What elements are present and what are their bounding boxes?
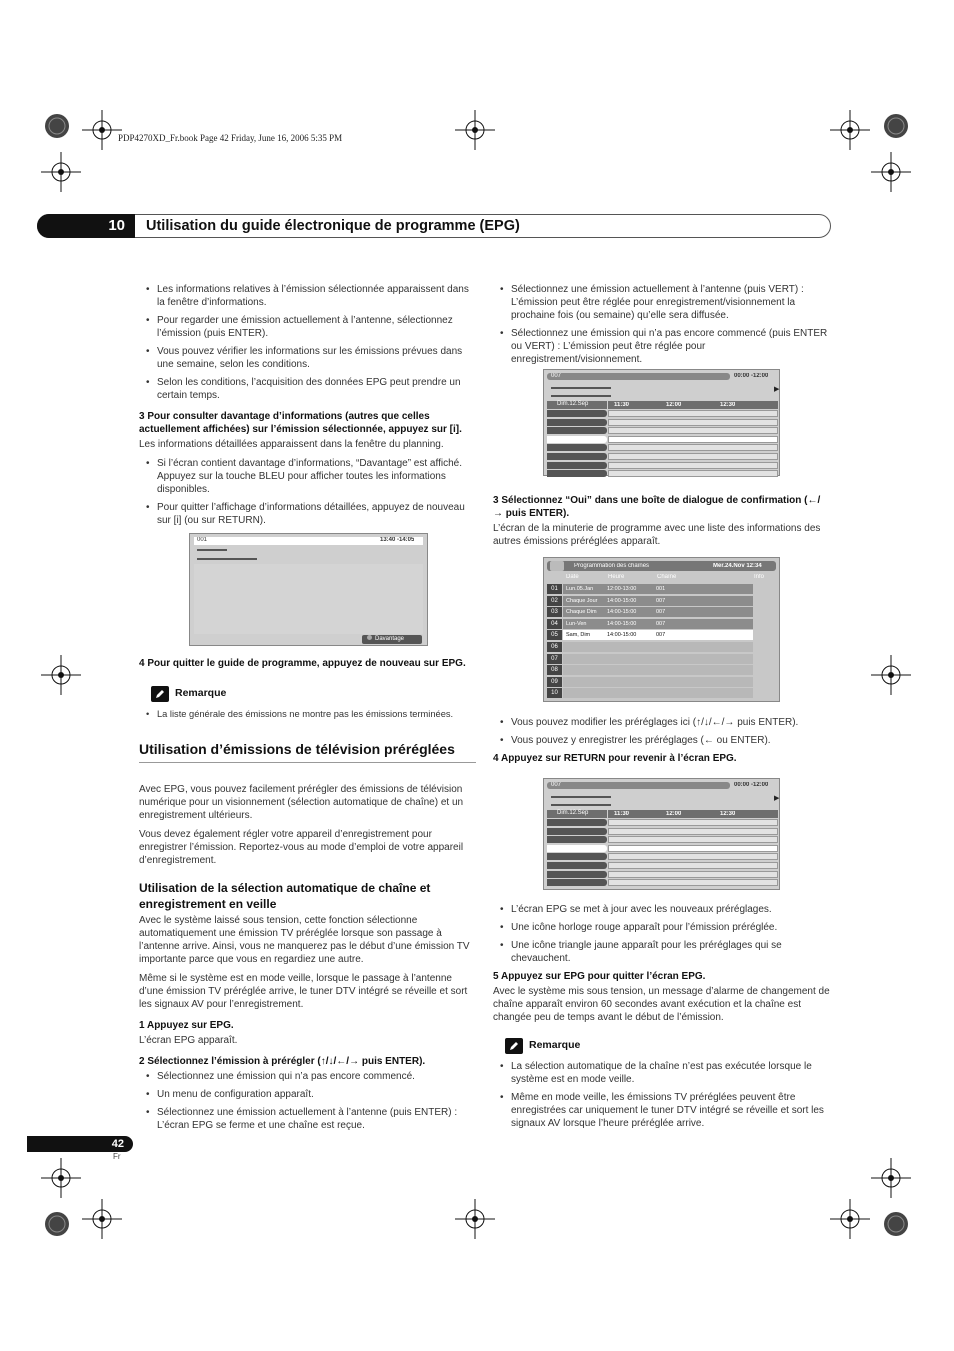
left-column-2 [139, 657, 476, 725]
list-item: • Vous pouvez vérifier les informations sur les émissions prévues dans une semaine, selon les conditions. [139, 345, 476, 371]
crosshair-mark [82, 110, 122, 150]
epg-program-cell[interactable] [608, 828, 778, 835]
timer-channel: 007 [656, 620, 666, 627]
info-window-screenshot [189, 533, 428, 646]
timer-datetime: Mer.24.Nov 12:34 [713, 563, 762, 569]
date-cell: Dim.12.Sep [547, 401, 607, 409]
timer-list-screenshot [543, 557, 780, 702]
paragraph: Vous devez également régler votre appareil d’enregistrement pour enregistrer l’émission. Reportez-vous au mode d’emploi de votre appareil d’enregistrement. [139, 829, 464, 867]
timer-date: Chaque Dim [566, 609, 597, 616]
epg-channel-cell[interactable] [547, 470, 607, 477]
list-item: • Sélectionnez une émission actuellement à l’antenne (puis VERT) : L’émission peut être réglée pour enregistrement/visionnement la prochaine fois (ou semaine) qu’elle sera diffusée. [493, 283, 830, 322]
registration-circle-mark [876, 1204, 916, 1244]
timer-time: 14:00-15:00 [607, 597, 637, 604]
blue-dot-icon [367, 635, 372, 640]
pencil-icon [151, 686, 169, 702]
right-column-2 [493, 494, 830, 554]
epg-channel-cell[interactable] [547, 879, 607, 886]
time-range: 13:40 -14:05 [380, 537, 415, 543]
epg-program-cell[interactable] [608, 836, 778, 843]
step-heading: 5 Appuyez sur EPG pour quitter l’écran EPG. [493, 971, 706, 982]
epg-channel-cell[interactable] [547, 453, 607, 460]
note-heading [505, 1038, 830, 1054]
epg-channel-cell[interactable] [547, 462, 607, 469]
epg-channel-cell[interactable] [547, 819, 607, 826]
timer-row-number: 03 [547, 607, 562, 617]
info-body-area [194, 564, 423, 634]
note-label: Remarque [529, 1039, 581, 1052]
step-body: L’écran EPG apparaît. [139, 1035, 238, 1047]
timer-time: 14:00-15:00 [607, 632, 637, 639]
left-column-3 [139, 740, 476, 1137]
epg-channel-cell[interactable] [547, 419, 607, 426]
timer-icon [550, 561, 564, 571]
timer-row-number: 05 [547, 630, 562, 640]
epg-channel-cell[interactable] [547, 828, 607, 835]
info-text-line [551, 796, 611, 798]
epg-program-cell[interactable] [608, 470, 778, 477]
epg-channel-cell[interactable] [547, 862, 607, 869]
epg-program-cell[interactable] [608, 862, 778, 869]
chapter-title: Utilisation du guide électronique de programme (EPG) [146, 218, 520, 234]
list-item: • Une icône triangle jaune apparaît pour les préréglages qui se chevauchent. [493, 939, 830, 965]
timer-row-number: 06 [547, 642, 562, 652]
registration-circle-mark [37, 1204, 77, 1244]
time-range: 00:00 -12:00 [734, 373, 769, 379]
timer-row[interactable] [563, 665, 753, 675]
arrow-right-icon: ▶ [774, 795, 780, 802]
epg-channel-cell[interactable] [547, 836, 607, 843]
epg-program-cell[interactable] [608, 436, 778, 443]
list-item: • Vous pouvez y enregistrer les préréglages (← ou ENTER). [493, 734, 830, 747]
timer-row[interactable] [563, 584, 753, 594]
epg-channel-cell[interactable] [547, 427, 607, 434]
time-range: 00:00 -12:00 [734, 782, 769, 788]
step-body: Les informations détaillées apparaissent dans la fenêtre du planning. [139, 439, 444, 450]
info-text-line [551, 804, 611, 806]
timeline-label: 12:30 [720, 811, 736, 817]
timeline-label: 11:30 [614, 402, 630, 408]
epg-channel-cell[interactable] [547, 845, 607, 852]
step-heading: 2 Sélectionnez l’émission à prérégler (↑/↓/←/→ puis ENTER). [139, 1056, 426, 1068]
note-label: Remarque [175, 687, 227, 700]
list-item: • Même en mode veille, les émissions TV préréglées peuvent être enregistrées car uniquement le tuner DTV intégré se réveille et sort les signaux AV lorsque l’heure préréglée arrive. [493, 1091, 830, 1130]
epg-program-cell[interactable] [608, 444, 778, 451]
epg-program-cell[interactable] [608, 819, 778, 826]
timer-channel: 001 [656, 586, 666, 592]
list-item: • Une icône horloge rouge apparaît pour l’émission préréglée. [493, 921, 830, 934]
timer-row[interactable] [563, 619, 753, 629]
crosshair-mark [41, 1158, 81, 1198]
timeline-label: 12:00 [666, 811, 682, 817]
list-item: • Sélectionnez une émission qui n’a pas encore commencé (puis ENTER ou VERT) : L’émission peut être réglée pour enregistrement/visionnement. [493, 327, 830, 366]
timer-row-number: 08 [547, 665, 562, 675]
timer-row[interactable] [563, 630, 753, 640]
epg-program-cell[interactable] [608, 427, 778, 434]
list-item: • Les informations relatives à l’émission sélectionnée apparaissent dans la fenêtre d’informations. [139, 283, 476, 309]
channel-bar [547, 373, 730, 380]
section-title: Utilisation d’émissions de télévision préréglées [139, 740, 476, 763]
column-header: Heure [608, 574, 625, 580]
list-item: • Si l’écran contient davantage d’informations, “Davantage” est affiché. Appuyez sur la touche BLEU pour afficher toutes les informations disponibles. [139, 457, 476, 496]
epg-screenshot-updated [543, 778, 780, 890]
channel-number: 007 [551, 782, 562, 788]
info-text-line [197, 549, 227, 551]
page-number: 42 [27, 1136, 133, 1152]
timer-row[interactable] [563, 654, 753, 664]
timeline-label: 11:30 [614, 811, 630, 817]
crosshair-mark [871, 655, 911, 695]
right-column-3 [493, 716, 830, 767]
list-item: • Sélectionnez une émission actuellement à l’antenne (puis ENTER) : L’écran EPG se ferme et une chaîne est reçue. [139, 1106, 476, 1132]
epg-program-cell[interactable] [608, 845, 778, 852]
epg-program-cell[interactable] [608, 879, 778, 886]
timeline-label: 12:30 [720, 402, 736, 408]
column-header: Info [754, 574, 765, 580]
step-body: Avec le système mis sous tension, un message d’alarme de changement de chaîne apparaît environ 60 secondes avant exécution et la chaîne est changée peu de temps avant le début de l’émission. [493, 986, 830, 1023]
step-heading: 3 Sélectionnez “Oui” dans une boîte de dialogue de confirmation (←/→ puis ENTER). [493, 495, 821, 519]
file-info-line: PDP4270XD_Fr.book Page 42 Friday, June 16, 2006 5:35 PM [118, 133, 343, 143]
timer-row[interactable] [563, 596, 753, 606]
timer-row-number: 02 [547, 596, 562, 606]
more-button[interactable] [362, 635, 422, 644]
timer-date: Lun-Ven [566, 620, 587, 627]
crosshair-mark [830, 1199, 870, 1239]
list-item: • La liste générale des émissions ne montre pas les émissions terminées. [139, 708, 476, 720]
epg-channel-cell[interactable] [547, 871, 607, 878]
channel-bar [547, 782, 730, 789]
epg-program-cell[interactable] [608, 453, 778, 460]
paragraph: Avec EPG, vous pouvez facilement prérégler des émissions de télévision numérique pour un visionnement (sélection automatique de chaîne) et un enregistrement ultérieurs. [139, 784, 464, 822]
column-header: Chaîne [657, 574, 677, 580]
list-item: • Selon les conditions, l’acquisition des données EPG peut prendre un certain temps. [139, 376, 476, 402]
timer-row[interactable] [563, 642, 753, 652]
info-text-line [551, 387, 611, 389]
column-header: Date [566, 574, 579, 580]
timer-row-number: 09 [547, 677, 562, 687]
epg-program-cell[interactable] [608, 853, 778, 860]
timeline-bar [608, 401, 778, 409]
timer-row-number: 04 [547, 619, 562, 629]
paragraph: Même si le système est en mode veille, lorsque le passage à l’antenne d’une émission TV préréglée arrive, le tuner DTV intégré se réveille et sort les signaux AV pour l’enregistrement. [139, 973, 468, 1011]
timer-row[interactable] [563, 607, 753, 617]
more-label: Davantage [375, 636, 405, 642]
timeline-bar [608, 810, 778, 818]
info-text-line [551, 395, 611, 397]
timer-channel: 007 [656, 597, 666, 604]
crosshair-mark [41, 655, 81, 695]
timer-time: 14:00-15:00 [607, 620, 637, 627]
list-item: • Pour quitter l’affichage d’informations détaillées, appuyez de nouveau sur [i] (ou sur RETURN). [139, 501, 476, 527]
timer-date: Chaque Jour [566, 597, 598, 604]
list-item: • Un menu de configuration apparaît. [139, 1088, 476, 1101]
timer-date: Lun.05.Jan [566, 586, 594, 592]
timer-row[interactable] [563, 688, 753, 698]
list-item: • La sélection automatique de la chaîne n’est pas exécutée lorsque le système est en mode veille. [493, 1060, 830, 1086]
date-cell: Dim.12.Sep [547, 810, 607, 818]
crosshair-mark [41, 152, 81, 192]
registration-circle-mark [876, 106, 916, 146]
paragraph: Avec le système laissé sous tension, cette fonction sélectionne automatiquement une émission TV préréglée lorsque son passage à l’antenne arrive. Ainsi, vous ne manquerez pas le début d’une émission TV importante parce que vous en regardiez une autre. [139, 915, 470, 966]
step-body: L’écran de la minuterie de programme avec une liste des informations des autres émissions préréglées apparaît. [493, 523, 821, 547]
timer-row-number: 10 [547, 688, 562, 698]
channel-number: 007 [551, 373, 562, 379]
epg-screenshot [543, 369, 780, 476]
registration-circle-mark [37, 106, 77, 146]
timer-title: Programmation des chaînes [574, 563, 650, 569]
epg-program-cell[interactable] [608, 871, 778, 878]
timer-channel: 007 [656, 632, 666, 639]
right-column-4 [493, 903, 830, 1135]
info-text-line [197, 558, 257, 560]
timer-row-number: 01 [547, 584, 562, 594]
step-heading: 4 Pour quitter le guide de programme, appuyez de nouveau sur EPG. [139, 658, 466, 669]
channel-number: 001 [197, 537, 208, 543]
list-item: • Pour regarder une émission actuellement à l’antenne, sélectionnez l’émission (puis ENTER). [139, 314, 476, 340]
step-heading: 3 Pour consulter davantage d’informations (autres que celles actuellement affichées) sur l’émission sélectionnée, appuyez sur [i]. [139, 411, 462, 435]
epg-program-cell[interactable] [608, 410, 778, 417]
crosshair-mark [455, 110, 495, 150]
subsection-title: Utilisation de la sélection automatique de chaîne et enregistrement en veille [139, 881, 431, 911]
timeline-label: 12:00 [666, 402, 682, 408]
crosshair-mark [871, 1158, 911, 1198]
timer-time: 14:00-15:00 [607, 609, 637, 616]
page-language: Fr [113, 1152, 121, 1161]
timer-row[interactable] [563, 677, 753, 687]
step-heading: 1 Appuyez sur EPG. [139, 1020, 234, 1032]
pencil-icon [505, 1038, 523, 1054]
step-heading: 4 Appuyez sur RETURN pour revenir à l’écran EPG. [493, 753, 737, 764]
right-column [493, 283, 830, 371]
crosshair-mark [455, 1199, 495, 1239]
crosshair-mark [82, 1199, 122, 1239]
epg-channel-cell[interactable] [547, 853, 607, 860]
timer-channel: 007 [656, 609, 666, 616]
timer-date: Sam, Dim [566, 632, 591, 639]
epg-program-cell[interactable] [608, 419, 778, 426]
timer-row-number: 07 [547, 654, 562, 664]
list-item: • Vous pouvez modifier les préréglages ici (↑/↓/←/→ puis ENTER). [493, 716, 830, 729]
epg-channel-cell[interactable] [547, 410, 607, 417]
note-heading [151, 686, 476, 702]
epg-program-cell[interactable] [608, 462, 778, 469]
left-column [139, 283, 476, 532]
list-item: • L’écran EPG se met à jour avec les nouveaux préréglages. [493, 903, 830, 916]
epg-channel-cell[interactable] [547, 436, 607, 443]
arrow-right-icon: ▶ [774, 386, 780, 393]
crosshair-mark [830, 110, 870, 150]
chapter-number: 10 [37, 214, 135, 238]
list-item: • Sélectionnez une émission qui n’a pas encore commencé. [139, 1070, 476, 1083]
crosshair-mark [871, 152, 911, 192]
epg-channel-cell[interactable] [547, 444, 607, 451]
timer-time: 12:00-13:00 [607, 586, 637, 592]
